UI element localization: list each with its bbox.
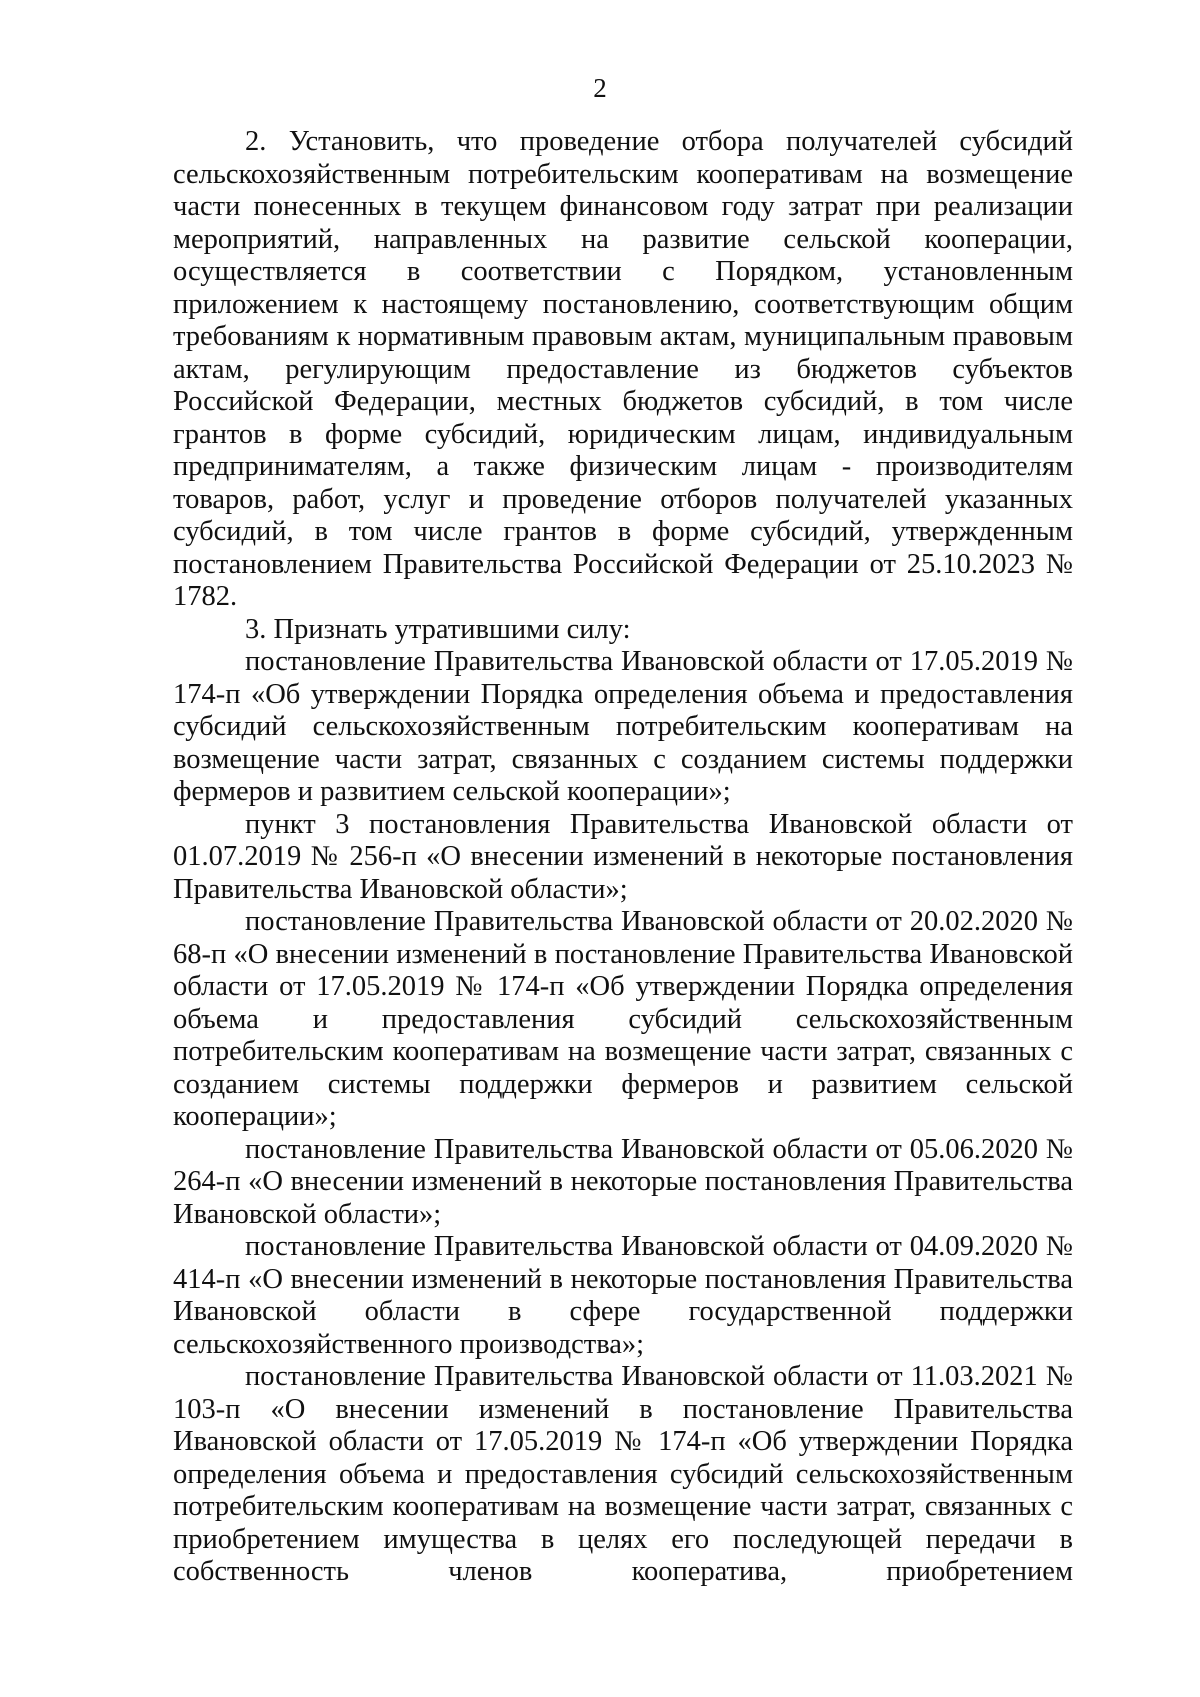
repealed-act-256p: пункт 3 постановления Правительства Ивановской области от 01.07.2019 № 256-п «О внесении изменений в некоторые постановления Правительства Ивановской области»; bbox=[173, 808, 1073, 905]
repealed-act-103p: постановление Правительства Ивановской области от 11.03.2021 № 103-п «О внесении изменений в постановление Правительства Ивановской области от 17.05.2019 № 174-п «Об утверждении Порядка определения объема и предоставления субсидий сельскохозяйственным потребительским кооперативам на возмещение части затрат, связанных с приобретением имущества в целях его последующей передачи в собственность членов кооператива, приобретением bbox=[173, 1361, 1073, 1587]
repealed-act-174p: постановление Правительства Ивановской области от 17.05.2019 № 174-п «Об утверждении Порядка определения объема и предоставления субсидий сельскохозяйственным потребительским кооперативам на возмещение части затрат, связанных с созданием системы поддержки фермеров и развитием сельской кооперации»; bbox=[173, 646, 1073, 807]
repealed-act-68p: постановление Правительства Ивановской области от 20.02.2020 № 68-п «О внесении изменений в постановление Правительства Ивановской области от 17.05.2019 № 174-п «Об утверждении Порядка определения объема и предоставления субсидий сельскохозяйственным потребительским кооперативам на возмещение части затрат, связанных с созданием системы поддержки фермеров и развитием сельской кооперации»; bbox=[173, 906, 1073, 1132]
paragraph-item-2: 2. Установить, что проведение отбора получателей субсидий сельскохозяйственным потребительским кооперативам на возмещение части понесенных в текущем финансовом году затрат при реализации мероприятий, направленных на развитие сельской кооперации, осуществляется в соответствии с Порядком, установленным приложением к настоящему постановлению, соответствующим общим требованиям к нормативным правовым актам, муниципальным правовым актам, регулирующим предоставление из бюджетов субъектов Российской Федерации, местных бюджетов субсидий, в том числе грантов в форме субсидий, юридическим лицам, индивидуальным предпринимателям, а также физическим лицам - производителям товаров, работ, услуг и проведение отборов получателей указанных субсидий, в том числе грантов в форме субсидий, утвержденным постановлением Правительства Российской Федерации от 25.10.2023 № 1782. bbox=[173, 126, 1073, 612]
repealed-act-414p: постановление Правительства Ивановской области от 04.09.2020 № 414-п «О внесении изменений в некоторые постановления Правительства Ивановской области в сфере государственной поддержки сельскохозяйственного производства»; bbox=[173, 1231, 1073, 1360]
page-number: 2 bbox=[593, 73, 607, 103]
repealed-act-264p: постановление Правительства Ивановской области от 05.06.2020 № 264-п «О внесении изменений в некоторые постановления Правительства Ивановской области»; bbox=[173, 1133, 1073, 1230]
document-body bbox=[173, 126, 1073, 1589]
paragraph-item-3-heading: 3. Признать утратившими силу: bbox=[245, 613, 631, 645]
